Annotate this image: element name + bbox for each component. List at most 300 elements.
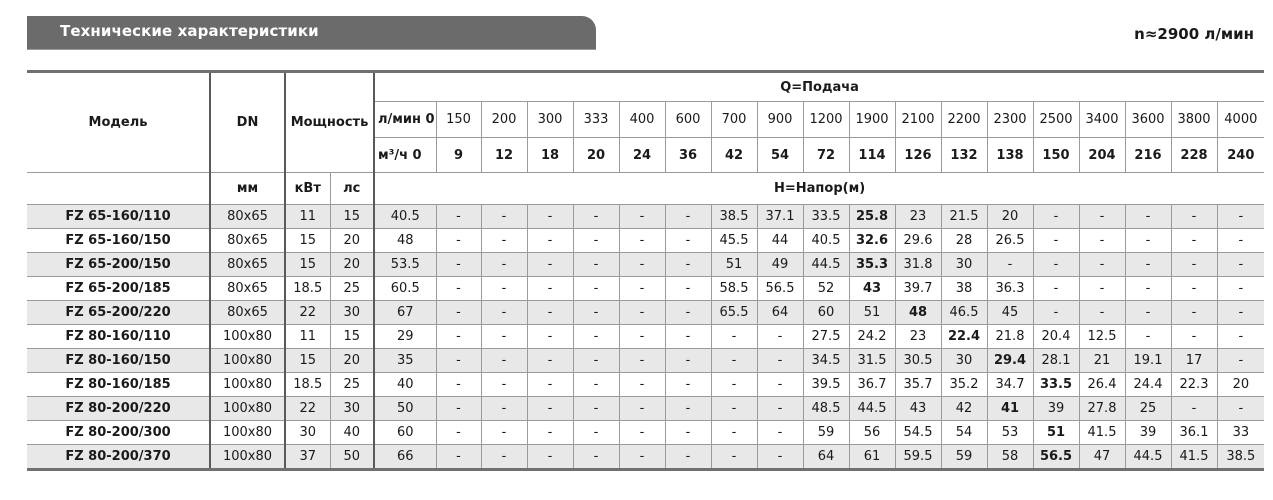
- head-cell: -: [527, 277, 573, 301]
- head-cell: -: [711, 349, 757, 373]
- head-cell: -: [481, 421, 527, 445]
- flow-lmin-value: 1900: [849, 102, 895, 138]
- head-cell: -: [757, 421, 803, 445]
- head-cell: -: [1171, 229, 1217, 253]
- head-cell: -: [757, 445, 803, 470]
- flow-lmin-value: 3600: [1125, 102, 1171, 138]
- head-cell: 20.4: [1033, 325, 1079, 349]
- head-cell: -: [527, 421, 573, 445]
- flow-lmin-value: 150: [436, 102, 481, 138]
- table-row: [27, 325, 1264, 349]
- section-title: Технические характеристики: [60, 22, 319, 40]
- table-row: [27, 373, 1264, 397]
- head-cell: 20: [1217, 373, 1264, 397]
- head-cell: 45.5: [711, 229, 757, 253]
- head-cell: 52: [803, 277, 849, 301]
- head-cell: 36.3: [987, 277, 1033, 301]
- kw-cell: 22: [285, 397, 330, 421]
- head-cell: 17: [1171, 349, 1217, 373]
- head-cell: 23: [895, 325, 941, 349]
- head-cell: -: [1079, 277, 1125, 301]
- head-cell: -: [665, 229, 711, 253]
- head-cell: 47: [1079, 445, 1125, 470]
- kw-cell: 18.5: [285, 277, 330, 301]
- head-zero-cell: 48: [374, 229, 436, 253]
- head-cell: -: [481, 397, 527, 421]
- head-cell: -: [527, 205, 573, 229]
- head-cell: 45: [987, 301, 1033, 325]
- head-cell: -: [436, 325, 481, 349]
- head-cell: -: [665, 301, 711, 325]
- head-cell: -: [665, 325, 711, 349]
- flow-lmin-value: 600: [665, 102, 711, 138]
- dn-cell: 100x80: [210, 445, 285, 470]
- head-cell: 28.1: [1033, 349, 1079, 373]
- head-cell: 38.5: [711, 205, 757, 229]
- head-zero-cell: 50: [374, 397, 436, 421]
- head-cell: -: [436, 445, 481, 470]
- flow-m3h-label: м³/ч 0: [374, 138, 436, 173]
- head-cell: -: [1125, 277, 1171, 301]
- table-row: [27, 229, 1264, 253]
- head-cell: -: [1079, 229, 1125, 253]
- dn-cell: 80x65: [210, 205, 285, 229]
- head-cell: 24.4: [1125, 373, 1171, 397]
- head-cell: 27.5: [803, 325, 849, 349]
- head-cell: 34.5: [803, 349, 849, 373]
- head-cell: -: [757, 373, 803, 397]
- head-cell: -: [757, 349, 803, 373]
- head-cell: 44.5: [849, 397, 895, 421]
- dn-header: DN: [210, 72, 285, 173]
- kw-cell: 18.5: [285, 373, 330, 397]
- flow-m3h-value: 204: [1079, 138, 1125, 173]
- head-cell: 27.8: [1079, 397, 1125, 421]
- head-cell: -: [1125, 229, 1171, 253]
- head-cell: -: [987, 253, 1033, 277]
- head-cell: -: [619, 277, 665, 301]
- head-cell: 39: [1125, 421, 1171, 445]
- head-cell: 38: [941, 277, 987, 301]
- head-cell: 41: [987, 397, 1033, 421]
- head-cell: 31.5: [849, 349, 895, 373]
- hp-cell: 15: [330, 205, 374, 229]
- head-cell: -: [573, 253, 619, 277]
- flow-m3h-value: 20: [573, 138, 619, 173]
- head-cell: -: [619, 253, 665, 277]
- dn-cell: 80x65: [210, 253, 285, 277]
- hp-cell: 50: [330, 445, 374, 470]
- head-cell: 30: [941, 253, 987, 277]
- head-cell: -: [1033, 301, 1079, 325]
- head-cell: 64: [757, 301, 803, 325]
- head-cell: -: [619, 373, 665, 397]
- flow-m3h-value: 36: [665, 138, 711, 173]
- head-cell: -: [1217, 229, 1264, 253]
- head-cell: -: [481, 277, 527, 301]
- kw-cell: 15: [285, 349, 330, 373]
- head-cell: -: [1171, 277, 1217, 301]
- kw-cell: 15: [285, 229, 330, 253]
- head-zero-cell: 40: [374, 373, 436, 397]
- head-cell: 33: [1217, 421, 1264, 445]
- head-cell: 31.8: [895, 253, 941, 277]
- head-cell: 56.5: [1033, 445, 1079, 470]
- head-cell: -: [1171, 397, 1217, 421]
- head-cell: -: [481, 349, 527, 373]
- head-cell: 21.8: [987, 325, 1033, 349]
- head-cell: 32.6: [849, 229, 895, 253]
- model-cell: FZ 80-200/220: [27, 397, 210, 421]
- head-cell: -: [711, 421, 757, 445]
- head-cell: 44.5: [1125, 445, 1171, 470]
- head-cell: -: [436, 397, 481, 421]
- head-cell: -: [436, 205, 481, 229]
- flow-header: Q=Подача: [374, 72, 1264, 102]
- model-cell: FZ 80-200/370: [27, 445, 210, 470]
- model-cell: FZ 80-160/150: [27, 349, 210, 373]
- head-cell: -: [481, 205, 527, 229]
- head-cell: -: [1125, 205, 1171, 229]
- head-cell: -: [1079, 301, 1125, 325]
- head-cell: 61: [849, 445, 895, 470]
- dn-cell: 100x80: [210, 421, 285, 445]
- head-cell: -: [619, 445, 665, 470]
- flow-lmin-value: 400: [619, 102, 665, 138]
- head-cell: 48: [895, 301, 941, 325]
- head-cell: 35.2: [941, 373, 987, 397]
- hp-cell: 30: [330, 397, 374, 421]
- flow-lmin-value: 333: [573, 102, 619, 138]
- head-cell: 23: [895, 205, 941, 229]
- head-cell: -: [436, 349, 481, 373]
- head-cell: 40.5: [803, 229, 849, 253]
- head-cell: -: [1033, 205, 1079, 229]
- table-row: [27, 421, 1264, 445]
- head-cell: 39: [1033, 397, 1079, 421]
- head-cell: 46.5: [941, 301, 987, 325]
- table-row: [27, 253, 1264, 277]
- flow-m3h-value: 126: [895, 138, 941, 173]
- hp-cell: 15: [330, 325, 374, 349]
- head-cell: 12.5: [1079, 325, 1125, 349]
- spec-table: [27, 70, 1264, 471]
- head-zero-cell: 67: [374, 301, 436, 325]
- head-cell: -: [573, 421, 619, 445]
- head-cell: -: [665, 373, 711, 397]
- dn-cell: 80x65: [210, 301, 285, 325]
- model-cell: FZ 65-200/150: [27, 253, 210, 277]
- head-cell: -: [573, 397, 619, 421]
- head-cell: -: [1171, 301, 1217, 325]
- head-cell: -: [1033, 253, 1079, 277]
- head-cell: 58: [987, 445, 1033, 470]
- head-cell: 33.5: [803, 205, 849, 229]
- hp-cell: 20: [330, 349, 374, 373]
- title-underline: [27, 49, 596, 50]
- head-cell: 56.5: [757, 277, 803, 301]
- rotation-speed: n≈2900 л/мин: [1134, 25, 1254, 43]
- head-cell: -: [1125, 325, 1171, 349]
- flow-lmin-value: 3800: [1171, 102, 1217, 138]
- head-zero-cell: 35: [374, 349, 436, 373]
- head-cell: -: [1217, 349, 1264, 373]
- head-cell: 39.5: [803, 373, 849, 397]
- head-zero-cell: 60: [374, 421, 436, 445]
- flow-lmin-value: 4000: [1217, 102, 1264, 138]
- head-cell: -: [527, 397, 573, 421]
- head-cell: -: [573, 277, 619, 301]
- table-row: [27, 349, 1264, 373]
- head-cell: -: [436, 421, 481, 445]
- flow-lmin-value: 2100: [895, 102, 941, 138]
- head-cell: -: [573, 301, 619, 325]
- kw-cell: 15: [285, 253, 330, 277]
- head-cell: -: [436, 253, 481, 277]
- head-cell: -: [481, 301, 527, 325]
- flow-m3h-value: 114: [849, 138, 895, 173]
- head-cell: -: [573, 445, 619, 470]
- head-cell: 30.5: [895, 349, 941, 373]
- flow-m3h-value: 24: [619, 138, 665, 173]
- head-cell: 22.4: [941, 325, 987, 349]
- head-cell: -: [1033, 277, 1079, 301]
- head-cell: 64: [803, 445, 849, 470]
- head-cell: -: [527, 349, 573, 373]
- head-cell: -: [1217, 277, 1264, 301]
- head-cell: 29.6: [895, 229, 941, 253]
- model-cell: FZ 65-200/220: [27, 301, 210, 325]
- hp-cell: 25: [330, 277, 374, 301]
- head-cell: 41.5: [1079, 421, 1125, 445]
- head-zero-cell: 60.5: [374, 277, 436, 301]
- hp-cell: 40: [330, 421, 374, 445]
- head-cell: 56: [849, 421, 895, 445]
- model-cell: FZ 80-160/185: [27, 373, 210, 397]
- head-cell: 60: [803, 301, 849, 325]
- head-cell: 42: [941, 397, 987, 421]
- dn-cell: 100x80: [210, 325, 285, 349]
- model-cell: FZ 65-200/185: [27, 277, 210, 301]
- spec-table-body: [27, 205, 1264, 470]
- head-cell: -: [711, 325, 757, 349]
- model-cell: FZ 65-160/150: [27, 229, 210, 253]
- head-cell: -: [619, 301, 665, 325]
- head-cell: -: [711, 373, 757, 397]
- head-cell: 54.5: [895, 421, 941, 445]
- head-cell: -: [1217, 205, 1264, 229]
- head-cell: 39.7: [895, 277, 941, 301]
- head-cell: 51: [849, 301, 895, 325]
- head-cell: 36.7: [849, 373, 895, 397]
- head-cell: -: [1217, 325, 1264, 349]
- head-cell: -: [1125, 301, 1171, 325]
- dn-cell: 100x80: [210, 373, 285, 397]
- head-cell: 21: [1079, 349, 1125, 373]
- dn-cell: 100x80: [210, 397, 285, 421]
- head-cell: -: [665, 445, 711, 470]
- head-cell: 22.3: [1171, 373, 1217, 397]
- kw-cell: 22: [285, 301, 330, 325]
- flow-lmin-value: 1200: [803, 102, 849, 138]
- head-cell: -: [481, 325, 527, 349]
- head-cell: 26.4: [1079, 373, 1125, 397]
- head-cell: -: [665, 205, 711, 229]
- head-cell: 35.3: [849, 253, 895, 277]
- model-header: Модель: [27, 72, 210, 173]
- kw-unit: кВт: [285, 173, 330, 205]
- head-cell: -: [619, 349, 665, 373]
- head-cell: 25.8: [849, 205, 895, 229]
- head-cell: 37.1: [757, 205, 803, 229]
- head-cell: 48.5: [803, 397, 849, 421]
- table-row: [27, 277, 1264, 301]
- dn-cell: 80x65: [210, 229, 285, 253]
- head-cell: -: [573, 229, 619, 253]
- head-cell: 25: [1125, 397, 1171, 421]
- spec-table-head: [27, 72, 1264, 205]
- kw-cell: 11: [285, 325, 330, 349]
- head-cell: 29.4: [987, 349, 1033, 373]
- head-cell: 58.5: [711, 277, 757, 301]
- head-cell: -: [619, 229, 665, 253]
- head-cell: 44: [757, 229, 803, 253]
- flow-m3h-value: 240: [1217, 138, 1264, 173]
- flow-m3h-value: 138: [987, 138, 1033, 173]
- head-cell: 44.5: [803, 253, 849, 277]
- head-cell: -: [573, 205, 619, 229]
- flow-lmin-label: л/мин 0: [374, 102, 436, 138]
- head-cell: -: [436, 373, 481, 397]
- dn-unit: мм: [210, 173, 285, 205]
- head-cell: -: [665, 421, 711, 445]
- hp-unit: лс: [330, 173, 374, 205]
- flow-lmin-value: 200: [481, 102, 527, 138]
- head-cell: -: [481, 373, 527, 397]
- flow-m3h-value: 150: [1033, 138, 1079, 173]
- head-zero-cell: 40.5: [374, 205, 436, 229]
- table-row: [27, 301, 1264, 325]
- head-cell: 26.5: [987, 229, 1033, 253]
- head-cell: -: [481, 253, 527, 277]
- head-cell: 33.5: [1033, 373, 1079, 397]
- head-cell: 54: [941, 421, 987, 445]
- flow-lmin-value: 2300: [987, 102, 1033, 138]
- kw-cell: 11: [285, 205, 330, 229]
- flow-lmin-value: 300: [527, 102, 573, 138]
- head-cell: -: [1125, 253, 1171, 277]
- head-cell: 38.5: [1217, 445, 1264, 470]
- flow-lmin-value: 3400: [1079, 102, 1125, 138]
- head-cell: -: [1217, 301, 1264, 325]
- flow-m3h-value: 18: [527, 138, 573, 173]
- hp-cell: 20: [330, 229, 374, 253]
- head-cell: -: [527, 445, 573, 470]
- head-cell: -: [665, 397, 711, 421]
- table-row: [27, 397, 1264, 421]
- head-cell: -: [757, 325, 803, 349]
- head-header: H=Напор(м): [374, 173, 1264, 205]
- head-cell: 36.1: [1171, 421, 1217, 445]
- head-cell: 41.5: [1171, 445, 1217, 470]
- head-cell: -: [619, 421, 665, 445]
- head-cell: 30: [941, 349, 987, 373]
- flow-m3h-value: 72: [803, 138, 849, 173]
- head-cell: -: [665, 349, 711, 373]
- head-cell: -: [527, 229, 573, 253]
- dn-cell: 100x80: [210, 349, 285, 373]
- head-cell: -: [481, 229, 527, 253]
- head-cell: -: [1171, 325, 1217, 349]
- head-cell: -: [619, 325, 665, 349]
- head-cell: -: [573, 349, 619, 373]
- head-cell: -: [436, 277, 481, 301]
- head-cell: -: [573, 325, 619, 349]
- model-cell: FZ 80-160/110: [27, 325, 210, 349]
- head-cell: 19.1: [1125, 349, 1171, 373]
- flow-m3h-value: 54: [757, 138, 803, 173]
- head-cell: -: [757, 397, 803, 421]
- kw-cell: 30: [285, 421, 330, 445]
- section-title-bar: [27, 16, 596, 49]
- head-cell: -: [619, 205, 665, 229]
- head-cell: -: [665, 253, 711, 277]
- head-cell: -: [619, 397, 665, 421]
- flow-lmin-value: 2500: [1033, 102, 1079, 138]
- head-cell: -: [1171, 253, 1217, 277]
- model-cell: FZ 65-160/110: [27, 205, 210, 229]
- head-cell: 51: [1033, 421, 1079, 445]
- power-header: Мощность: [285, 72, 374, 173]
- head-cell: 28: [941, 229, 987, 253]
- model-unit-cell: [27, 173, 210, 205]
- head-cell: 65.5: [711, 301, 757, 325]
- head-cell: 49: [757, 253, 803, 277]
- table-row: [27, 205, 1264, 229]
- head-cell: 20: [987, 205, 1033, 229]
- flow-m3h-value: 12: [481, 138, 527, 173]
- table-row: [27, 445, 1264, 470]
- head-cell: -: [1217, 253, 1264, 277]
- flow-m3h-value: 9: [436, 138, 481, 173]
- head-cell: -: [665, 277, 711, 301]
- head-cell: 34.7: [987, 373, 1033, 397]
- hp-cell: 30: [330, 301, 374, 325]
- head-cell: -: [1079, 253, 1125, 277]
- model-cell: FZ 80-200/300: [27, 421, 210, 445]
- head-cell: -: [527, 325, 573, 349]
- head-cell: 53: [987, 421, 1033, 445]
- hp-cell: 20: [330, 253, 374, 277]
- head-cell: -: [527, 253, 573, 277]
- head-cell: 59: [941, 445, 987, 470]
- flow-lmin-value: 2200: [941, 102, 987, 138]
- flow-m3h-value: 228: [1171, 138, 1217, 173]
- head-cell: 43: [849, 277, 895, 301]
- head-zero-cell: 66: [374, 445, 436, 470]
- head-cell: -: [436, 229, 481, 253]
- flow-lmin-value: 700: [711, 102, 757, 138]
- head-zero-cell: 29: [374, 325, 436, 349]
- head-cell: -: [1217, 397, 1264, 421]
- head-cell: -: [711, 445, 757, 470]
- flow-m3h-value: 132: [941, 138, 987, 173]
- head-cell: -: [436, 301, 481, 325]
- head-cell: -: [481, 445, 527, 470]
- dn-cell: 80x65: [210, 277, 285, 301]
- head-zero-cell: 53.5: [374, 253, 436, 277]
- head-cell: 51: [711, 253, 757, 277]
